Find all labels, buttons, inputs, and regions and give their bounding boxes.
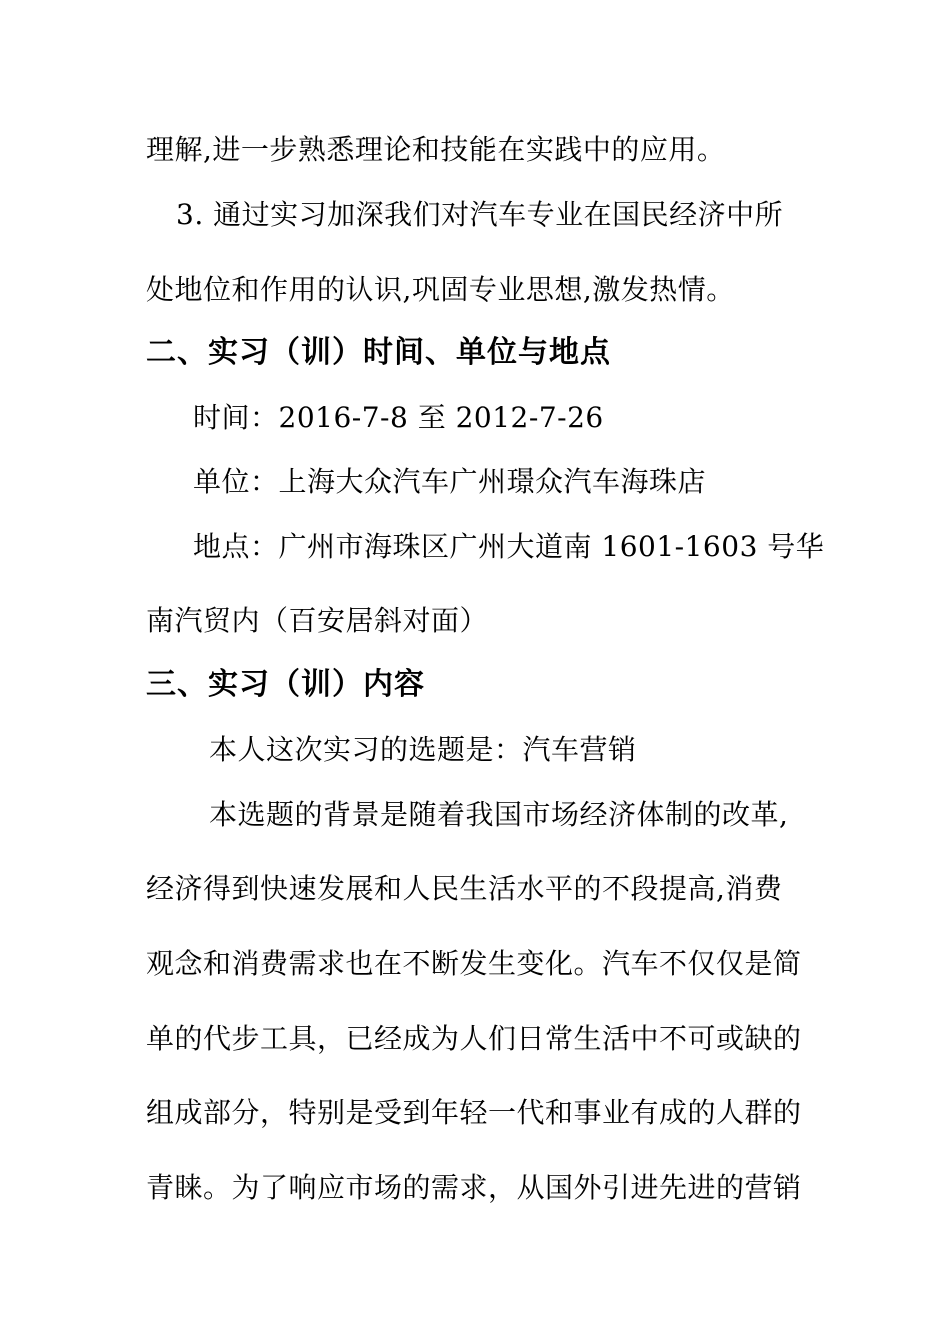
paragraph-line: 本选题的背景是随着我国市场经济体制的改革, (209, 798, 789, 831)
internship-location-cont: 南汽贸内（百安居斜对面） (146, 604, 489, 637)
section-heading-3: 三、实习（训）内容 (146, 667, 425, 702)
body-text-line: 处地位和作用的认识,巩固专业思想,激发热情。 (146, 273, 735, 306)
paragraph-line: 青睐。为了响应市场的需求，从国外引进先进的营销 (146, 1171, 802, 1204)
internship-location: 地点：广州市海珠区广州大道南 1601-1603 号华 (193, 530, 825, 563)
section-heading-2: 二、实习（训）时间、单位与地点 (146, 335, 611, 370)
internship-unit: 单位：上海大众汽车广州璟众汽车海珠店 (193, 465, 707, 498)
paragraph-line: 经济得到快速发展和人民生活水平的不段提高,消费 (146, 872, 783, 905)
paragraph-line: 组成部分，特别是受到年轻一代和事业有成的人群的 (146, 1096, 802, 1129)
paragraph-line: 单的代步工具，已经成为人们日常生活中不可或缺的 (146, 1022, 802, 1055)
paragraph-line: 观念和消费需求也在不断发生变化。汽车不仅仅是简 (146, 947, 802, 980)
topic-line: 本人这次实习的选题是：汽车营销 (209, 733, 637, 766)
internship-time: 时间：2016-7-8 至 2012-7-26 (193, 401, 604, 434)
body-text-line: 理解,进一步熟悉理论和技能在实践中的应用。 (146, 133, 726, 166)
list-item-3: 3. 通过实习加深我们对汽车专业在国民经济中所 (176, 198, 784, 231)
